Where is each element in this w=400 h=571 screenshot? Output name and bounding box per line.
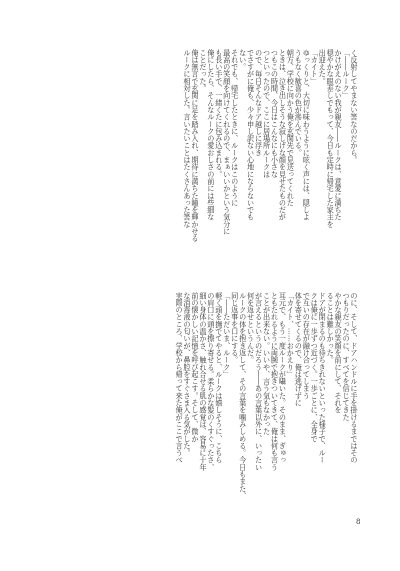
text-line: それでも、帰宅したときに、ルークはこのように bbox=[230, 49, 240, 207]
text-line: ることは難しかった。 bbox=[326, 292, 336, 364]
text-line: の肩口に頭を擦り寄せる。柔らかな髪のくすぐったさ、 bbox=[206, 292, 216, 471]
page-number: 8 bbox=[356, 518, 361, 526]
text-line: 出迎えた。 bbox=[318, 49, 328, 85]
text-line: 「――ルーク」 bbox=[342, 49, 352, 100]
body-text-lower bbox=[40, 292, 358, 502]
text-line: 前の懐かしい記憶を呼び起こす。そして、微か bbox=[190, 292, 200, 443]
text-line: 体を寄せてくるので、俺は逃げずに bbox=[294, 292, 304, 407]
text-line: 「カイト」 bbox=[310, 49, 320, 85]
text-line: つもこの時間、今日はこんなにも小さな bbox=[270, 49, 280, 178]
text-line: ルークに相対した。言いたいことはたくさんあった筈な bbox=[182, 49, 192, 228]
text-line: 同じ返事を口にする。 bbox=[230, 292, 240, 364]
text-line: 細い身体の温かさ、触れ合せる肌の感覚は、容易に十年 bbox=[198, 292, 208, 471]
text-line: 軽く頭を撫でてやると、ルークは嬉しそうに、こちら bbox=[214, 292, 224, 464]
text-line: も長い手で、一緒くたに包み込まれる。 bbox=[214, 49, 224, 178]
text-line: 俺にしたら、そんなルークの愛おしさの前には些細な bbox=[206, 49, 216, 221]
text-line: く反射してやまない筈なのだから。 bbox=[350, 49, 359, 164]
text-line: ことだった。 bbox=[198, 49, 208, 92]
text-line: つもりだったのに、すべてを信じてきた bbox=[342, 292, 352, 421]
text-line: ルークの体を抱き返して、その言葉を噛みしめる。今日もまた、 bbox=[238, 292, 248, 500]
text-line: 俺は無言で玄関に足を踏み入れ、期待に満ちた瞳を輝かせる bbox=[190, 49, 200, 243]
text-line: で互いの存在が融け合ってしまう bbox=[302, 292, 312, 400]
text-line: 実際のところ、学校から帰って来た俺がここで言うべ bbox=[175, 292, 185, 464]
text-line: やかな親友の笑顔を前にして、それを bbox=[334, 292, 344, 414]
text-line: が言えるというのだろう――あの言葉以外に、いったい bbox=[254, 292, 264, 471]
text-line: でさすがに俺も、少々申し訳ない心地にならないでも bbox=[246, 49, 256, 221]
text-line: ともたれるように両腕で抱きついてきて、俺は何も言う bbox=[270, 292, 280, 471]
text-line: ドアが閉まるのも待ちきれないといった様子で、ルー bbox=[318, 292, 328, 464]
text-line: 穏やかな眼差しでもって、今日も定時に帰宅した家主を bbox=[326, 49, 336, 228]
text-line: のに、そして、ドアハンドルに手を掛けるまではその bbox=[350, 292, 359, 464]
text-line: つといったので、ここに居場所ルークは bbox=[262, 49, 272, 178]
body-text-upper bbox=[40, 49, 358, 257]
text-line: ので、毎日そんなドア越しに浮き bbox=[254, 49, 264, 157]
text-line: 耳元で、もう一度ルークが囁いた。そのまま、ぎゅっ bbox=[278, 292, 288, 464]
text-line: ときは、泣き出しそうな寂しげな顔を見せたものだが bbox=[278, 49, 288, 221]
text-line: クは俺に一歩ずつ近づく。一歩ごとに、全身で bbox=[310, 292, 320, 443]
text-line: かけがえのない我が親友――ルークは、意愛に満ちた bbox=[334, 49, 344, 221]
text-line: ことが出来ない。いいや、言う気もなかった bbox=[262, 292, 272, 435]
text-line: ゆっくりと、大切に味わうように呟く声には、隠しよ bbox=[302, 49, 312, 221]
text-line: ない。 bbox=[238, 49, 248, 71]
text-line: 「カイト、……おかえり」 bbox=[286, 292, 296, 378]
text-line: うもなく歓喜の色が滲んでいる。 bbox=[294, 49, 304, 157]
text-line: 「――ただいま、ルーク」 bbox=[222, 292, 232, 378]
text-line: 何を返せというんだ。 bbox=[246, 292, 256, 364]
text-line: な消毒液の匂いが、鼻腔をすぐさま入る気がした。 bbox=[182, 292, 192, 457]
text-line: 朝方、学校に向かう俺を玄関先で見送ってくれた bbox=[286, 49, 296, 207]
text-line: 最高の笑顔を向けてくれるので、まぁいいかという気分に bbox=[222, 49, 232, 235]
